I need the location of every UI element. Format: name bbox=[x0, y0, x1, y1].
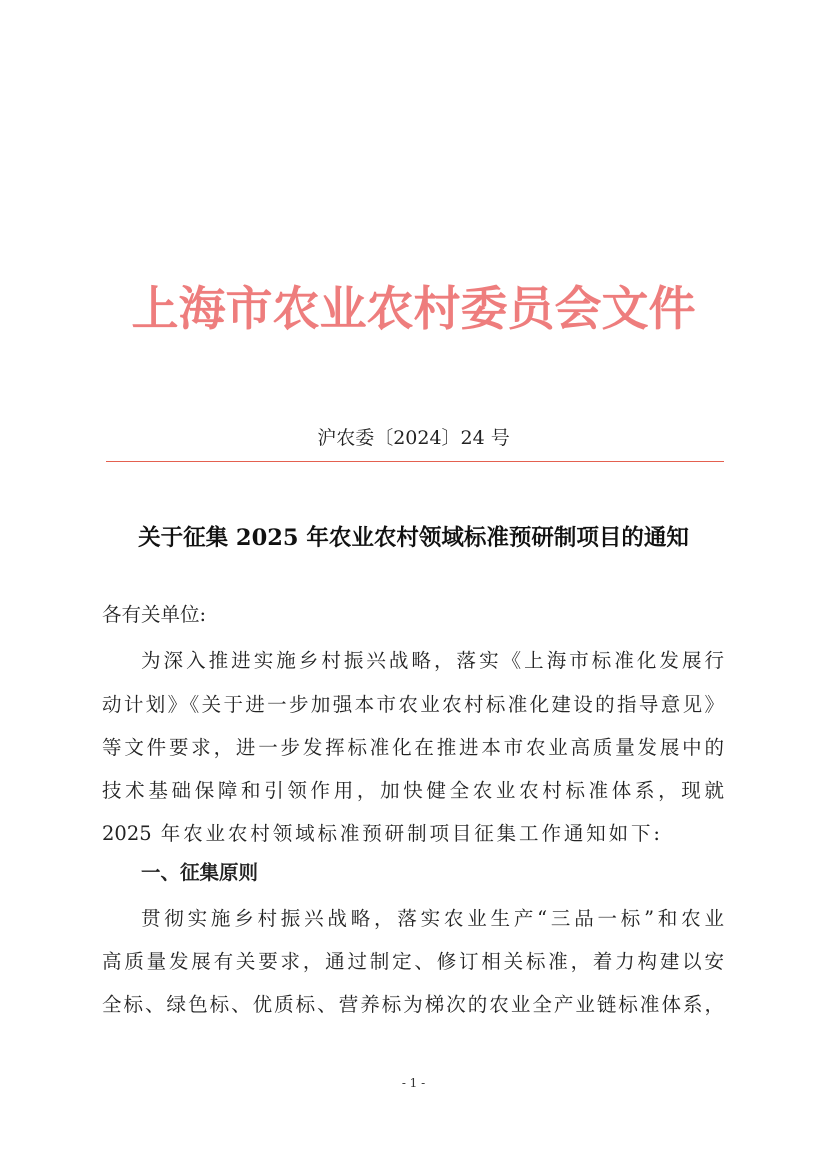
paragraph-line: 高质量发展有关要求，通过制定、修订相关标准，着力构建以安 bbox=[102, 950, 724, 973]
paragraph-line: 等文件要求，进一步发挥标准化在推进本市农业高质量发展中的 bbox=[102, 736, 724, 759]
document-title: 关于征集 2025 年农业农村领域标准预研制项目的通知 bbox=[138, 525, 689, 551]
salutation: 各有关单位: bbox=[102, 603, 207, 626]
paragraph-line: 贯彻实施乡村振兴战略，落实农业生产“三品一标”和农业 bbox=[141, 907, 724, 930]
issuing-authority-header: 上海市农业农村委员会文件 bbox=[131, 282, 696, 337]
paragraph-line: 动计划》《关于进一步加强本市农业农村标准化建设的指导意见》 bbox=[102, 693, 724, 716]
section-heading: 一、征集原则 bbox=[141, 861, 259, 884]
paragraph-line: 为深入推进实施乡村振兴战略，落实《上海市标准化发展行 bbox=[141, 649, 724, 672]
document-number: 沪农委〔2024〕24 号 bbox=[317, 427, 510, 449]
paragraph-line: 技术基础保障和引领作用，加快健全农业农村标准体系，现就 bbox=[102, 779, 724, 802]
red-separator-line bbox=[106, 461, 724, 462]
document-body bbox=[102, 598, 724, 1038]
paragraph-line: 2025 年农业农村领域标准预研制项目征集工作通知如下: bbox=[102, 822, 660, 845]
page-number: - 1 - bbox=[401, 1076, 426, 1090]
paragraph-line: 全标、绿色标、优质标、营养标为梯次的农业全产业链标准体系， bbox=[102, 993, 724, 1016]
